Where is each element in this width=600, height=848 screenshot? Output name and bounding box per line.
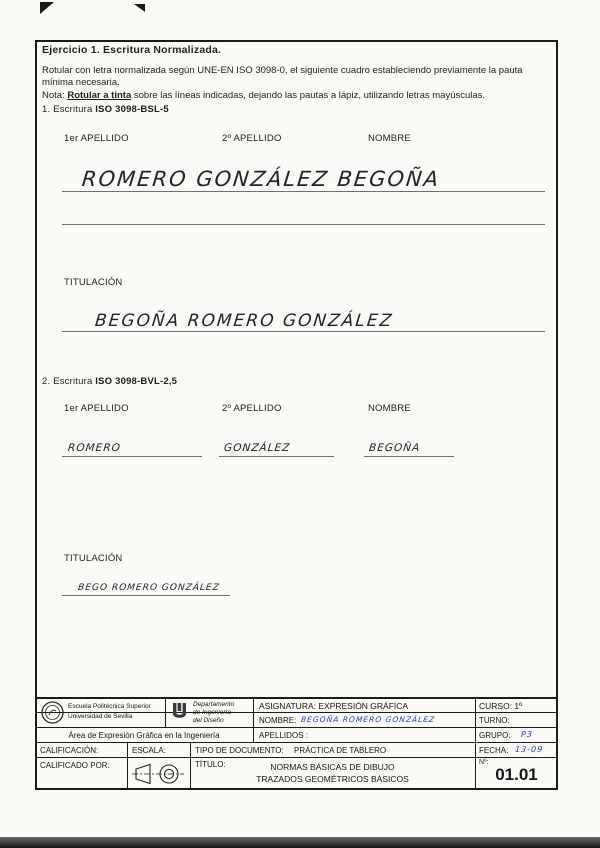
handwritten-name-large: ROMERO GONZÁLEZ BEGOÑA [80, 167, 442, 191]
instructions-paragraph: Rotular con letra normalizada según UNE-EN ISO 3098-0, el siguiente cuadro estableciendo previamente la pauta mínima necesaria. [42, 65, 523, 88]
note-paragraph [42, 90, 552, 102]
titulo-line2: TRAZADOS GEOMÉTRICOS BÁSICOS [256, 774, 409, 784]
apellidos-label: APELLIDOS : [259, 731, 308, 740]
section2-heading-code: ISO 3098-BVL-2,5 [95, 376, 178, 387]
writing-line [219, 456, 334, 457]
tipo-documento-value: PRÁCTICA DE TABLERO [293, 746, 387, 755]
department-line2: de Ingeniería [193, 709, 231, 716]
writing-line [62, 456, 202, 457]
section2-heading [42, 376, 177, 387]
university-name: Universidad de Sevilla [68, 713, 133, 720]
section1-header-nombre: NOMBRE [368, 133, 411, 144]
nombre-label: NOMBRE: [259, 716, 297, 725]
note-underlined-text: Rotular a tinta [67, 90, 132, 101]
title-block [35, 697, 558, 790]
titulo-label: TÍTULO: [195, 760, 226, 769]
fecha-handwritten-value: 13-09 [514, 745, 544, 754]
area-label: Área de Expresión Gráfica en la Ingeniería [68, 730, 220, 740]
school-name: Escuela Politécnica Superior [68, 703, 151, 710]
departamento-logo-icon [171, 702, 188, 722]
title-block-top-border [35, 697, 558, 699]
note-rest: sobre las líneas indicadas, dejando las pautas a lápiz, utilizando letras mayúsculas. [131, 90, 486, 101]
universidad-sevilla-logo-icon [41, 701, 64, 724]
grupo-label: GRUPO: [479, 731, 511, 740]
writing-line [62, 224, 545, 225]
tipo-documento-field [195, 746, 386, 755]
page-frame [35, 40, 558, 790]
scan-mark-left [40, 2, 54, 14]
handwritten-titulacion-1: BEGOÑA ROMERO GONZÁLEZ [93, 311, 395, 331]
note-label: Nota: [42, 90, 68, 101]
title-block-line [253, 697, 254, 742]
tipo-documento-label: TIPO DE DOCUMENTO: [195, 746, 284, 755]
section2-titulacion-label: TITULACIÓN [64, 553, 123, 564]
fecha-label: FECHA: [479, 746, 509, 755]
scan-mark-center [134, 4, 145, 12]
title-block-line [35, 727, 558, 728]
handwritten-nombre-small: BEGOÑA [368, 442, 421, 454]
scan-bottom-shadow [0, 837, 600, 848]
calificado-por-label: CALIFICADO POR: [40, 761, 110, 770]
handwritten-titulacion-2: BEGO ROMERO GONZÁLEZ [77, 583, 221, 593]
title-block-line [35, 757, 558, 758]
section2-heading-prefix: 2. Escritura [42, 376, 96, 387]
calificacion-label: CALIFICACIÓN: [40, 746, 99, 755]
writing-line [62, 191, 545, 192]
section1-header-apellido1: 1er APELLIDO [64, 133, 129, 144]
titulo-line1: NORMAS BÁSICAS DE DIBUJO [270, 762, 395, 772]
title-block-line [165, 697, 166, 727]
title-block-line [127, 742, 128, 790]
writing-line [364, 456, 454, 457]
escala-label: ESCALA: [132, 746, 166, 755]
department-line3: del Diseño [193, 717, 224, 724]
section2-header-nombre: NOMBRE [368, 403, 411, 414]
exercise-title: Ejercicio 1. Escritura Normalizada. [42, 44, 222, 56]
handwritten-apellido2-small: GONZÁLEZ [223, 442, 291, 454]
nombre-handwritten-value: BEGOÑA ROMERO GONZÁLEZ [300, 715, 436, 724]
section1-titulacion-label: TITULACIÓN [64, 277, 123, 288]
curso-field: CURSO: 1º [479, 701, 523, 711]
asignatura-field: ASIGNATURA: EXPRESIÓN GRÁFICA [259, 701, 409, 711]
grupo-handwritten-value: P3 [520, 730, 534, 739]
section2-header-apellido2: 2º APELLIDO [222, 403, 282, 414]
numero-label: Nº: [479, 759, 489, 766]
writing-line [62, 331, 545, 332]
department-line1: Departamento [193, 701, 235, 708]
section2-header-apellido1: 1er APELLIDO [64, 403, 129, 414]
title-block-line [35, 742, 558, 743]
section1-heading [42, 104, 169, 115]
section1-header-apellido2: 2º APELLIDO [222, 133, 282, 144]
turno-label: TURNO: [479, 716, 510, 725]
numero-value: 01.01 [495, 765, 538, 784]
section1-heading-prefix: 1. Escritura [42, 104, 96, 115]
section1-heading-code: ISO 3098-BSL-5 [95, 104, 169, 115]
handwritten-apellido1-small: ROMERO [67, 442, 122, 454]
projection-symbol-icon [132, 761, 184, 787]
writing-line [62, 595, 230, 596]
